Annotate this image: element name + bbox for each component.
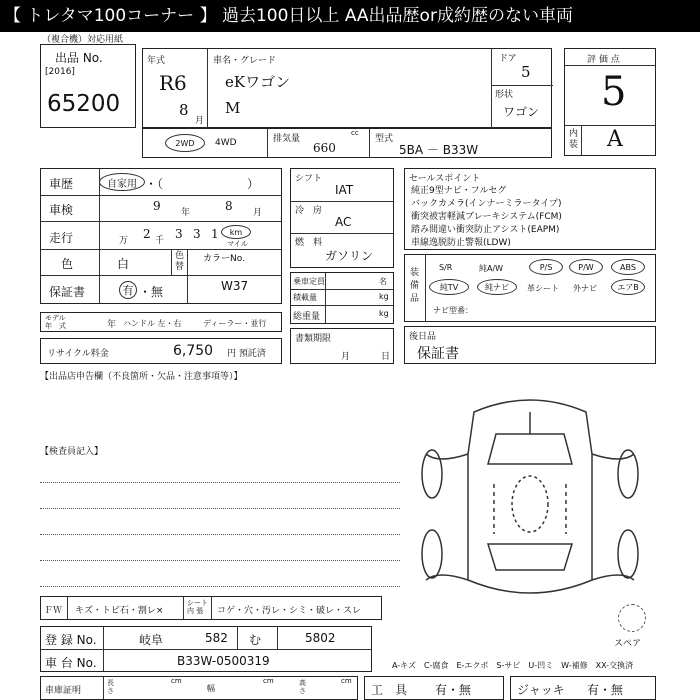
sales-point-2: バックカメラ(インナーミラータイプ): [411, 199, 562, 209]
chassis-value: B33W-0500319: [177, 654, 270, 668]
mileage-unit-man: 万: [119, 236, 129, 246]
car-name: eKワゴン: [225, 73, 291, 91]
doors-label: ドア: [499, 54, 517, 64]
docs-month: 月: [341, 352, 351, 362]
gross-label: 総重量: [293, 312, 321, 322]
certificate-width: 幅: [207, 684, 215, 693]
mileage-d4: 1: [211, 227, 219, 241]
jack-yn: 有・無: [587, 683, 624, 697]
color-label: 色: [61, 257, 74, 271]
followup-value: 保証書: [417, 346, 459, 362]
color-change-label: 色 替: [175, 251, 185, 272]
registration-box: [40, 626, 372, 672]
displacement-value: 660: [313, 141, 336, 155]
equip-pw: P/W: [569, 259, 603, 275]
registration-num1: 582: [205, 631, 228, 645]
drive-2wd: 2WD: [165, 134, 205, 152]
car-damage-diagram: [404, 384, 656, 620]
shape-label: 形状: [495, 90, 514, 100]
equip-navi: 純ナビ: [477, 279, 517, 295]
equip-airbag: エアB: [611, 279, 645, 295]
displacement-label: 排気量: [273, 134, 301, 144]
fuel-value: ガソリン: [325, 249, 374, 263]
equip-leather: 革シート: [527, 284, 559, 293]
lot-number-box: [40, 44, 136, 128]
sales-point-5: 車線逸脱防止警報(LDW): [411, 238, 511, 248]
capacity-box: [290, 272, 394, 324]
inspection-year: 9: [153, 199, 161, 213]
lot-year-tag: [2016]: [45, 67, 75, 77]
interior-label: 内 装: [569, 129, 579, 150]
drive-box: [142, 128, 552, 158]
seat-label: シート 内 張: [187, 599, 208, 615]
navi-model-label: ナビ型番：: [433, 306, 473, 315]
handle-side: ハンドル 左・右: [123, 319, 182, 328]
ac-label: 冷 房: [295, 206, 323, 216]
equip-abs: ABS: [611, 259, 645, 275]
warranty-label: 保証書: [49, 285, 86, 299]
year-label: 年式: [147, 56, 166, 66]
load-unit: kg: [379, 292, 389, 301]
tools-label: 工 具: [371, 683, 408, 697]
car-name-label: 車名・グレード: [213, 56, 277, 66]
followup-label: 後日品: [409, 332, 437, 342]
equipment-label: 装 備 品: [410, 268, 420, 304]
fuel-label: 燃 料: [295, 238, 323, 248]
interior-value: A: [607, 127, 623, 152]
equip-ps: P/S: [529, 259, 563, 275]
subnote-text: （複合機）対応用紙: [42, 35, 124, 45]
chassis-label: 車 台 No.: [45, 656, 97, 670]
model-year-unit: 年: [107, 320, 117, 330]
shift-ac-fuel-box: [290, 168, 394, 268]
docs-deadline-label: 書類期限: [295, 334, 332, 344]
dealer-import: ディーラー・並行: [203, 319, 267, 328]
tools-yn: 有・無: [435, 683, 472, 697]
inspection-month: 8: [225, 199, 233, 213]
garage-certificate-box: [40, 676, 358, 700]
year-month: 8: [179, 101, 189, 119]
equip-sr: S/R: [439, 263, 453, 272]
history-private: 自家用: [99, 173, 145, 191]
seller-notes-label: 【出品店申告欄（不良箇所・欠品・注意事項等）】: [40, 372, 243, 382]
vehicle-details-box: [40, 168, 282, 304]
history-label: 車歴: [49, 177, 74, 191]
shift-value: IAT: [335, 183, 354, 197]
color-no: W37: [221, 279, 249, 293]
spare-tire-icon: [618, 604, 646, 632]
doors-value: 5: [521, 63, 531, 81]
docs-deadline-box: [290, 328, 394, 364]
equip-ext-navi: 外ナビ: [573, 284, 597, 293]
load-label: 積載量: [293, 293, 317, 302]
mileage-mile: マイル: [227, 240, 248, 248]
registration-num2: 5802: [305, 631, 336, 645]
certificate-cm2: cm: [263, 677, 274, 685]
score-value: 5: [601, 69, 627, 115]
warranty-yes: 有: [119, 281, 137, 299]
recycle-unit: 円 預託済: [227, 349, 266, 359]
score-label: 評 価 点: [587, 55, 620, 65]
mileage-d3: 3: [193, 227, 201, 241]
shape-value: ワゴン: [503, 105, 540, 119]
certificate-label: 車庫証明: [45, 686, 82, 696]
gross-unit: kg: [379, 309, 389, 318]
registration-place: 岐阜: [139, 633, 164, 647]
recycle-fee-box: [40, 338, 282, 364]
inspector-notes-label: 【検査員記入】: [40, 447, 104, 457]
ac-value: AC: [335, 215, 352, 229]
displacement-unit: cc: [351, 129, 359, 137]
certificate-cm1: cm: [171, 677, 182, 685]
docs-day: 日: [381, 352, 391, 362]
lot-number: 65200: [47, 91, 121, 117]
mileage-label: 走行: [49, 231, 74, 245]
certificate-height: 高 さ: [299, 679, 306, 695]
fw-text: キズ・トビ石・割レ×: [75, 606, 164, 616]
inspection-year-unit: 年: [181, 208, 191, 218]
certificate-length: 長 さ: [107, 679, 114, 695]
history-other: ・（ ）: [145, 177, 260, 191]
sales-points-box: [404, 168, 656, 250]
inspection-month-unit: 月: [253, 208, 263, 218]
mileage-d1: 2: [143, 227, 151, 241]
mileage-km: km: [221, 225, 251, 239]
followup-box: [404, 326, 656, 364]
score-box: [564, 48, 656, 156]
year-month-unit: 月: [195, 116, 205, 126]
inspection-label: 車検: [49, 203, 74, 217]
equipment-box: [404, 254, 656, 322]
fw-label: ＦＷ: [44, 606, 63, 616]
sales-points-label: セールスポイント: [409, 174, 481, 184]
sales-point-4: 踏み間違い衝突防止アシスト(EAPM): [411, 225, 560, 235]
seat-text: コゲ・穴・汚レ・シミ・破レ・スレ: [217, 606, 362, 616]
car-grade: M: [225, 99, 241, 117]
tools-box: [364, 676, 504, 700]
sales-point-1: 純正9型ナビ・フルセグ: [411, 186, 507, 196]
type-value: 5BA － B33W: [399, 143, 479, 157]
capacity-label: 乗車定員: [293, 277, 325, 286]
banner-text: 【 トレタマ100コーナー 】 過去100日以上 AA出品歴or成約歴のない車両: [4, 6, 573, 26]
color-no-label: カラーNo.: [203, 254, 245, 264]
sales-point-3: 衝突被害軽減ブレーキシステム(FCM): [411, 212, 562, 222]
recycle-value: 6,750: [173, 343, 214, 359]
model-year-label: モデル 年 式: [45, 314, 66, 330]
year-era: R6: [159, 71, 187, 95]
mileage-unit-sen: 千: [155, 236, 165, 246]
shift-label: シフト: [295, 174, 323, 184]
drive-4wd: 4WD: [215, 138, 237, 148]
registration-label: 登 録 No.: [45, 633, 97, 647]
mileage-d2: 3: [175, 227, 183, 241]
car-info-box: [142, 48, 552, 128]
capacity-unit: 名: [379, 277, 387, 286]
header-banner: [0, 0, 700, 32]
jack-box: [510, 676, 656, 700]
recycle-label: リサイクル料金: [47, 349, 109, 359]
type-label: 型式: [375, 134, 394, 144]
damage-legend-row: [40, 596, 382, 620]
jack-label: ジャッキ: [517, 683, 565, 697]
spare-label: スペア: [614, 639, 642, 649]
certificate-cm3: cm: [341, 677, 352, 685]
model-year-row: [40, 312, 282, 332]
damage-code-legend: A-キズ C-腐食 E-エクボ S-サビ U-凹ミ W-補修 XX-交換済: [392, 661, 634, 670]
registration-kana: む: [249, 633, 262, 647]
equip-tv: 純TV: [429, 279, 469, 295]
color-value: 白: [117, 257, 130, 271]
equip-alloy: 純A/W: [479, 264, 504, 273]
warranty-no: ・無: [139, 285, 164, 299]
lot-label: 出品 No.: [55, 51, 103, 65]
